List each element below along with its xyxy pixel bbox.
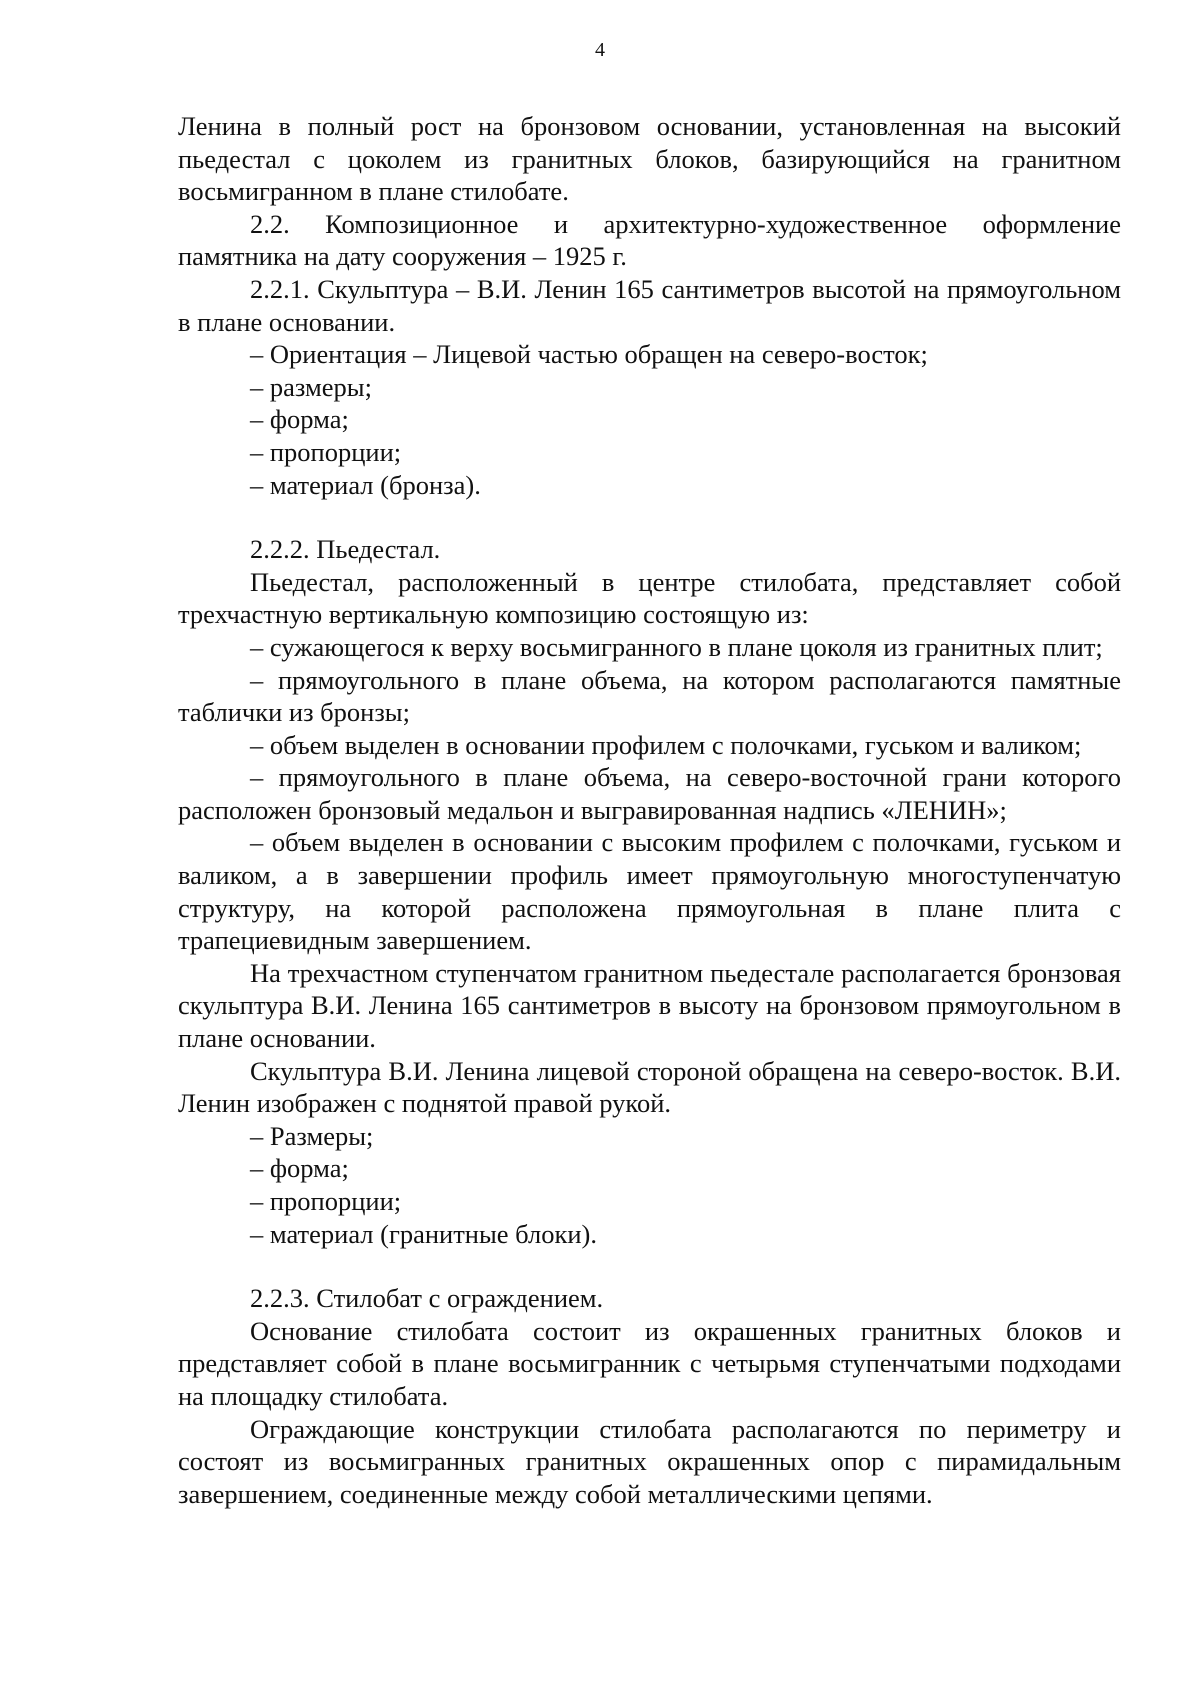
sculpture-orientation-paragraph: Скульптура В.И. Ленина лицевой стороной обращена на северо-восток. В.И. Ленин изображен с поднятой правой рукой.: [178, 1055, 1121, 1119]
pedestal-paragraph: Пьедестал, расположенный в центре стилобата, представляет собой трехчастную вертикальную композицию состоящую из:: [178, 566, 1121, 630]
stylobate-paragraph: Основание стилобата состоит из окрашенных гранитных блоков и представляет собой в плане восьмигранник с четырьмя ступенчатыми подходами на площадку стилобата.: [178, 1315, 1121, 1411]
pedestal-item: – объем выделен в основании профилем с полочками, гуськом и валиком;: [250, 729, 1082, 760]
pedestal-item: – объем выделен в основании с высоким профилем с полочками, гуськом и валиком, а в завершении профиль имеет прямоугольную многоступенчатую структуру, на которой расположена прямоугольная в плане плита с трапециевидным завершением.: [178, 827, 1121, 956]
page-number: 4: [595, 39, 605, 61]
fence-paragraph: Ограждающие конструкции стилобата располагаются по периметру и состоят из восьмигранных гранитных окрашенных опор с пирамидальным завершением, соединенные между собой металлическими цепями.: [178, 1413, 1121, 1509]
section-2-2-1-heading: 2.2.1. Скульптура – В.И. Ленин 165 сантиметров высотой на прямоугольном в плане основании.: [178, 273, 1121, 337]
list-item: – пропорции;: [250, 1186, 402, 1216]
pedestal-characteristics-list: [178, 1120, 1121, 1250]
list-item: – форма;: [250, 1153, 349, 1184]
list-item: – материал (бронза).: [250, 469, 481, 500]
pedestal-item: – сужающегося к верху восьмигранного в плане цоколя из гранитных плит;: [250, 631, 1103, 662]
section-2-2-heading: 2.2. Композиционное и архитектурно-художественное оформление памятника на дату сооружения – 1925 г.: [178, 208, 1121, 272]
section-2-2-3-heading: 2.2.3. Стилобат с ограждением.: [250, 1283, 604, 1314]
pedestal-item: – прямоугольного в плане объема, на котором располагаются памятные таблички из бронзы;: [178, 664, 1121, 728]
pedestal-item: – прямоугольного в плане объема, на северо-восточной грани которого расположен бронзовый медальон и выгравированная надпись «ЛЕНИН»;: [178, 762, 1121, 825]
spacer: [178, 1250, 1121, 1282]
spacer: [178, 501, 1121, 533]
list-item: – пропорции;: [250, 436, 402, 467]
list-item: – размеры;: [250, 371, 372, 402]
list-item: – Ориентация – Лицевой частью обращен на северо-восток;: [250, 339, 928, 370]
list-item: – Размеры;: [250, 1120, 374, 1151]
list-item: – материал (гранитные блоки).: [250, 1218, 597, 1249]
pedestal-summary-paragraph: На трехчастном ступенчатом гранитном пьедестале располагается бронзовая скульптура В.И. Ленина 165 сантиметров в высоту на бронзовом прямоугольном в плане основании.: [178, 957, 1121, 1054]
paragraph-continuation: Ленина в полный рост на бронзовом основании, установленная на высокий пьедестал с цоколем из гранитных блоков, базирующийся на гранитном восьмигранном в плане стилобате.: [178, 111, 1121, 207]
document-body: [178, 110, 1121, 1510]
section-2-2-2-heading: 2.2.2. Пьедестал.: [250, 534, 441, 565]
sculpture-characteristics-list: [178, 338, 1121, 501]
list-item: – форма;: [250, 404, 349, 435]
